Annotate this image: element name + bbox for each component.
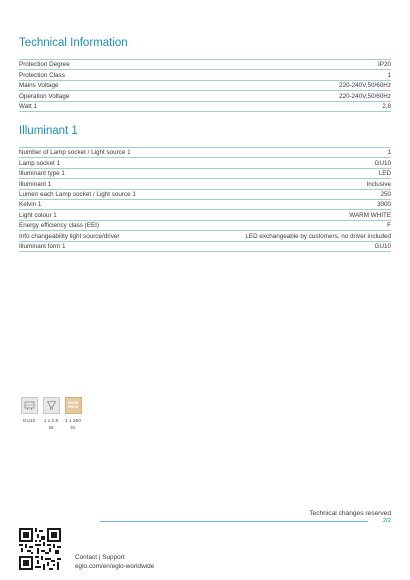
- row-label: Info changeability light source/driver: [19, 232, 120, 240]
- table-row: [19, 242, 391, 252]
- row-value: 250: [380, 190, 391, 198]
- illuminant-heading: Illuminant 1: [19, 125, 78, 137]
- table-row: [19, 179, 391, 189]
- row-label: Watt 1: [19, 102, 37, 110]
- row-label: Illuminant 1: [19, 180, 52, 188]
- row-value: GU10: [374, 159, 391, 167]
- icon-caption: 1 x 250 lm: [65, 419, 81, 431]
- row-label: Kelvin 1: [19, 201, 42, 209]
- row-label: Illuminant form 1: [19, 242, 66, 250]
- technical-information-heading: Technical Information: [19, 37, 128, 49]
- row-label: Illuminant type 1: [19, 170, 65, 178]
- warm-white-badge: WARM WHITE: [67, 400, 79, 409]
- row-value: 1: [387, 71, 391, 79]
- gu10-socket-icon: [21, 397, 38, 414]
- icon-caption: 1 x 2,8 W: [43, 419, 59, 431]
- row-value: 3000: [376, 201, 391, 209]
- row-value: Inclusive: [366, 180, 391, 188]
- technical-information-table: [19, 59, 391, 112]
- illuminant-table: [19, 147, 391, 252]
- row-value: 220-240V,50/60Hz: [339, 92, 391, 100]
- table-row: [19, 221, 391, 231]
- table-row: [19, 200, 391, 210]
- row-label: Energy efficiency class (EEI): [19, 222, 100, 230]
- row-value: F: [387, 222, 391, 230]
- row-value: 1: [387, 149, 391, 157]
- row-label: Operation Voltage: [19, 92, 70, 100]
- row-value: IP20: [378, 61, 391, 69]
- icon-caption: GU10: [22, 419, 36, 424]
- row-label: Light colour 1: [19, 211, 57, 219]
- page-number: 2/2: [382, 518, 391, 524]
- warm-white-icon: [65, 397, 82, 414]
- technical-changes-note: Technical changes reserved: [309, 510, 391, 517]
- icon-group-watt: [42, 397, 60, 432]
- row-value: WARM WHITE: [349, 211, 391, 219]
- row-label: Lamp socket 1: [19, 159, 60, 167]
- icon-group-socket: [20, 397, 38, 432]
- row-label: Lumen each Lamp socket / Light source 1: [19, 190, 136, 198]
- table-row: [19, 169, 391, 179]
- product-icons: [20, 397, 82, 432]
- row-value: LED: [378, 170, 391, 178]
- table-row: [19, 158, 391, 168]
- table-row: [19, 70, 391, 80]
- row-label: Protection Class: [19, 71, 65, 79]
- row-value: LED exchangeable by customers, no driver included: [245, 232, 391, 240]
- icon-group-lumen: [64, 397, 82, 432]
- table-row: [19, 102, 391, 112]
- row-label: Number of Lamp socket / Light source 1: [19, 149, 131, 157]
- row-label: Mains Voltage: [19, 82, 59, 90]
- table-row: [19, 147, 391, 158]
- watt-bulb-icon: [43, 397, 60, 414]
- table-row: [19, 231, 391, 241]
- footer-divider: [100, 521, 368, 522]
- table-row: [19, 81, 391, 91]
- qr-code-icon: [19, 528, 61, 570]
- table-row: [19, 190, 391, 200]
- row-value: GU10: [374, 242, 391, 250]
- table-row: [19, 59, 391, 70]
- contact-support-link[interactable]: Contact | Support: [75, 554, 125, 561]
- table-row: [19, 210, 391, 220]
- contact-block: [75, 553, 154, 571]
- table-row: [19, 91, 391, 101]
- row-label: Protection Degree: [19, 61, 70, 69]
- row-value: 2,8: [382, 102, 391, 110]
- contact-url-link[interactable]: eglo.com/en/eglo-worldwide: [75, 563, 155, 570]
- row-value: 220-240V,50/60Hz: [339, 82, 391, 90]
